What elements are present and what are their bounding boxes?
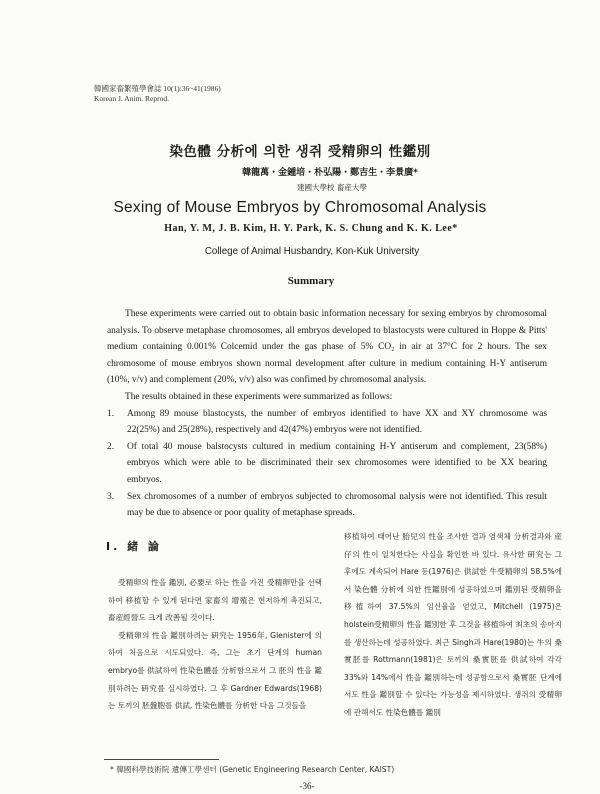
english-authors: Han, Y. M, J. B. Kim, H. Y. Park, K. S. Chung and K. K. Lee* [164, 223, 458, 234]
korean-affiliation: 建國大學校 畜産大學 [297, 183, 367, 192]
summary-paragraph: These experiments were carried out to obtain basic information necessary for sexing embryos by chromosomal analysis. To observe metaphase chromosomes, all embryos developed to blastocysts were cultured in Hoppe & Pitts' medium containing 0.001% Colcemid under the gas phase of 5% CO₂ in air at 37°C for 2 hours. The sex chromosome of mouse embryos shown normal development after culture in medium containing H-Y antiserum (10%, v/v) and complement (20%, v/v) also was confimed by chromosomal analysis. [107, 309, 547, 386]
english-title: Sexing of Mouse Embryos by Chromosomal Analysis [113, 199, 487, 216]
list-item-text: Among 89 mouse blastocysts, the number of embryos identified to have XX and XY chromosome was 22(25%) and 25(28%), respectively and 42(47%) embryos were not identified. [127, 408, 547, 436]
journal-citation-english: Korean J. Anim. Reprod. [94, 94, 169, 103]
korean-authors: 韓龍萬・金鍾培・朴弘陽・鄭吉生・李景廣* [242, 168, 418, 178]
left-column [108, 574, 322, 715]
list-item-text: Sex chromosomes of a number of embryos subjected to chromosomal nalysis were not identified. This result may be due to absence or poor quality of metaphase spreads. [127, 491, 547, 519]
results-list [107, 406, 547, 522]
list-item-number: 3. [107, 491, 115, 502]
body-paragraph: 移植하여 태어난 胎兒의 性을 조사한 결과 염색체 分析결과와 産仔의 性이 일치한다는 사실을 확인한 바 있다. 유사한 硏究는 그 후에도 계속되어 Hare 등(1976)은 供試한 牛受精卵의 58.5%에서 染色體 分析에 의한 性鑑別에 성공하였으며 鑑別된 受精卵을 移植하여 37.5%의 임신율을 얻었고, Mitchell (1975)은 holstein受精卵의 性을 鑑別한 후 그것을 移植하여 최초의 송아지를 생산하는데 성공하였다. 최근 Singh과 Hare(1980)는 牛의 桑實胚를 Rottmann(1981)은 토끼의 桑實胚를 供試하여 각각 33%와 14%에서 性을 鑑別하는데 성공함으로서 桑實胚 단계에서도 性을 鑑別할 수 있다는 가능성을 제시하였다. 생쥐의 受精卵에 관해서도 性染色體를 鑑別 [344, 532, 562, 717]
list-item-number: 1. [107, 408, 115, 419]
summary-heading: Summary [287, 275, 335, 287]
list-item-number: 2. [107, 441, 115, 452]
english-affiliation: College of Animal Husbandry, Kon-Kuk University [204, 246, 420, 257]
journal-citation-korean: 韓國家畜繁殖學會誌 10(1):36~41(1986) [94, 84, 221, 93]
summary-paragraph: The results obtained in these experiments were summarized as follows: [125, 391, 393, 402]
summary-body [107, 306, 547, 522]
journal-citation [94, 84, 221, 104]
body-paragraph: 受精卵의 性을 鑑別, 必要로 하는 性을 가진 受精卵만을 선택하여 移植할 수 있게 된다면 家畜의 增殖은 현저하게 촉진되고, 畜産經營도 크게 改善될 것이다. [108, 578, 322, 623]
footnote-divider [104, 759, 219, 760]
right-column [344, 528, 562, 722]
list-item [107, 439, 547, 489]
list-item [107, 489, 547, 522]
page-number: -36- [299, 781, 315, 791]
list-item [107, 406, 547, 439]
footnote: * 韓國科學技術院 遺傳工學센터 (Genetic Engineering Research Center, KAIST) [110, 765, 395, 774]
korean-title: 染色體 分析에 의한 생쥐 受精卵의 性鑑別 [169, 144, 431, 160]
list-item-text: Of total 40 mouse balstocysts cultured in medium containing H-Y antiserum and complement, 23(58%) embryos which were able to be discriminated their sex chromosomes were identified to be XX bearing embryos. [127, 441, 547, 485]
section-heading-introduction: I. 緒 論 [106, 540, 162, 553]
body-paragraph: 受精卵의 性을 鑑別하려는 硏究는 1956年, Glenister에 의하여 처음으로 시도되었다. 즉, 그는 초기 단계의 human embryo를 供試하여 性染色體를 分析함으로서 그 胚의 性을 鑑別하려는 硏究를 실시하였다. 그 후 Gardner Edwards(1968)는 토끼의 胚盤胞를 供試, 性染色體를 分析한 다음 그것들을 [108, 630, 322, 711]
